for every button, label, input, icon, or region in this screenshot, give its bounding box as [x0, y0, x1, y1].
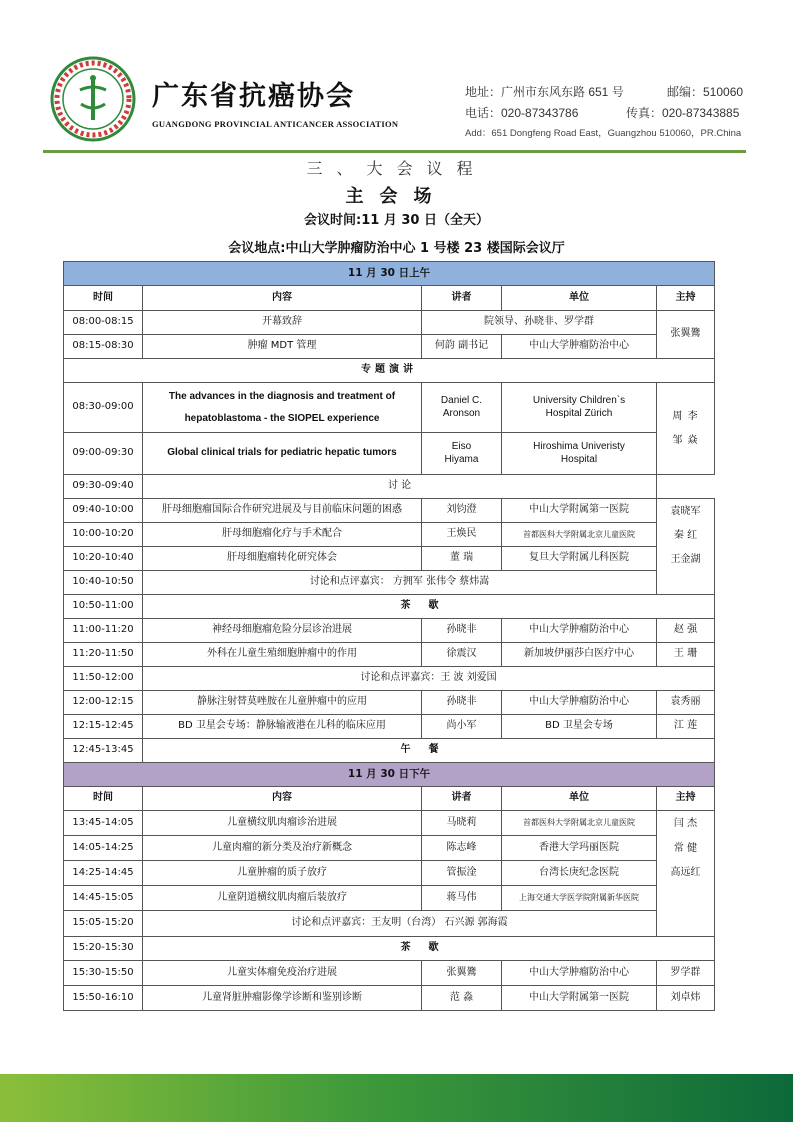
unit-cell: 香港大学玛丽医院 — [502, 836, 657, 861]
content-cell: 儿童肿瘤的质子放疗 — [143, 861, 422, 886]
time-cell: 13:45-14:05 — [64, 811, 143, 836]
col-time: 时间 — [64, 286, 143, 311]
time-cell: 10:20-10:40 — [64, 547, 143, 571]
host-cell: 刘卓炜 — [657, 986, 715, 1011]
unit-line: University Children`s — [532, 395, 626, 406]
content-cell — [143, 383, 422, 433]
special-label: 专题演讲 — [64, 359, 715, 383]
unit-cell: 中山大学肿瘤防治中心 — [502, 619, 657, 643]
unit-cell: 首都医科大学附属北京儿童医院 — [502, 523, 657, 547]
content-cell: Global clinical trials for pediatric hepatic tumors — [143, 433, 422, 475]
table-row — [64, 986, 715, 1011]
comment-cell: 讨论和点评嘉宾：王 波 刘爱国 — [143, 667, 715, 691]
comment-cell: 讨论和点评嘉宾：王友明（台湾） 石兴源 郭海霞 — [143, 911, 657, 937]
org-name-en: GUANGDONG PROVINCIAL ANTICANCER ASSOCIATION — [152, 119, 399, 129]
speaker-cell: 董 瑞 — [422, 547, 502, 571]
content-cell: 神经母细胞瘤危险分层诊治进展 — [143, 619, 422, 643]
time-cell: 08:00-08:15 — [64, 311, 143, 335]
lunch-cell: 午餐 — [143, 739, 715, 763]
time-cell: 14:05-14:25 — [64, 836, 143, 861]
content-line: hepatoblastoma - the SIOPEL experience — [184, 412, 380, 424]
footer-band — [0, 1074, 793, 1122]
time-cell: 11:00-11:20 — [64, 619, 143, 643]
host-line: 袁晓军 — [670, 506, 701, 517]
col-speaker: 讲者 — [422, 286, 502, 311]
time-cell: 14:25-14:45 — [64, 861, 143, 886]
meeting-place: 会议地点:中山大学肿瘤防治中心 1 号楼 23 楼国际会议厅 — [228, 241, 565, 256]
time-cell: 11:20-11:50 — [64, 643, 143, 667]
host-cell: 张翼鷟 — [657, 311, 715, 359]
host-line: 常 健 — [673, 842, 698, 854]
content-cell: 肝母细胞瘤转化研究体会 — [143, 547, 422, 571]
address-label: 地址：广州市东风东路 651 号 — [465, 85, 624, 99]
host-cell: 罗学群 — [657, 961, 715, 986]
table-row — [64, 691, 715, 715]
col-unit: 单位 — [502, 787, 657, 811]
time-cell: 10:40-10:50 — [64, 571, 143, 595]
phone-line — [465, 104, 740, 121]
speaker-line: Daniel C. — [440, 395, 483, 406]
speaker-cell: 徐震汉 — [422, 643, 502, 667]
content-cell: 开幕致辞 — [143, 311, 422, 335]
table-row — [64, 667, 715, 691]
special-row — [64, 359, 715, 383]
content-cell: 肝母细胞瘤化疗与手术配合 — [143, 523, 422, 547]
unit-line: Hospital Zürich — [545, 407, 613, 419]
time-cell: 15:05-15:20 — [64, 911, 143, 937]
table-row — [64, 715, 715, 739]
time-cell: 09:40-10:00 — [64, 499, 143, 523]
host-cell: 江 莲 — [657, 715, 715, 739]
table-row — [64, 961, 715, 986]
table-row — [64, 547, 715, 571]
unit-cell: 新加坡伊丽莎白医疗中心 — [502, 643, 657, 667]
host-line: 闫 杰 — [673, 818, 698, 829]
host-cell — [657, 383, 715, 475]
host-cell — [657, 499, 715, 595]
speaker-cell — [422, 383, 502, 433]
time-cell: 08:30-09:00 — [64, 383, 143, 433]
speaker-cell: 何韵 副书记 — [422, 335, 502, 359]
col-host: 主持 — [657, 286, 715, 311]
content-cell: 肿瘤 MDT 管理 — [143, 335, 422, 359]
content-cell: 儿童横纹肌肉瘤诊治进展 — [143, 811, 422, 836]
speaker-cell: 蒋马伟 — [422, 886, 502, 911]
unit-cell — [502, 383, 657, 433]
phone-label: 电话：020-87343786 — [465, 106, 579, 120]
tea-break-cell: 茶歇 — [143, 595, 715, 619]
speaker-cell: 陈志峰 — [422, 836, 502, 861]
table-row — [64, 643, 715, 667]
table-row — [64, 335, 715, 359]
content-cell: BD 卫星会专场：静脉输液港在儿科的临床应用 — [143, 715, 422, 739]
postcode-label: 邮编：510060 — [667, 85, 744, 99]
unit-cell: BD 卫星会专场 — [502, 715, 657, 739]
time-cell: 12:15-12:45 — [64, 715, 143, 739]
am-band-row — [64, 262, 715, 286]
table-row — [64, 571, 715, 595]
unit-cell: 中山大学附属第一医院 — [502, 986, 657, 1011]
table-row — [64, 523, 715, 547]
speaker-cell: 马晓莉 — [422, 811, 502, 836]
schedule-table — [63, 261, 715, 1011]
am-band: 11 月 30 日上午 — [64, 262, 715, 286]
tea-break-cell: 茶歇 — [143, 937, 715, 961]
table-row — [64, 861, 715, 886]
host-cell: 袁秀丽 — [657, 691, 715, 715]
speaker-line: Aronson — [442, 407, 481, 419]
table-row — [64, 595, 715, 619]
unit-line: Hospital — [560, 453, 598, 465]
speaker-unit-cell: 院领导、孙晓非、罗学群 — [422, 311, 657, 335]
content-cell: 外科在儿童生殖细胞肿瘤中的作用 — [143, 643, 422, 667]
time-cell: 09:30-09:40 — [64, 475, 143, 499]
speaker-cell — [422, 433, 502, 475]
table-row — [64, 739, 715, 763]
content-line: The advances in the diagnosis and treatment of — [168, 390, 396, 402]
address-en: Add：651 Dongfeng Road East，Guangzhou 510060，PR.China — [465, 128, 742, 139]
table-row — [64, 311, 715, 335]
unit-cell: 中山大学肿瘤防治中心 — [502, 961, 657, 986]
host-line: 秦 红 — [673, 530, 698, 541]
content-cell: 静脉注射替莫唑胺在儿童肿瘤中的应用 — [143, 691, 422, 715]
table-row — [64, 619, 715, 643]
header-row — [64, 787, 715, 811]
col-speaker: 讲者 — [422, 787, 502, 811]
unit-cell: 首都医科大学附属北京儿童医院 — [502, 811, 657, 836]
header-divider — [43, 150, 746, 153]
unit-cell: 中山大学肿瘤防治中心 — [502, 335, 657, 359]
time-cell: 08:15-08:30 — [64, 335, 143, 359]
table-row — [64, 433, 715, 475]
host-cell: 赵 强 — [657, 619, 715, 643]
time-cell: 12:00-12:15 — [64, 691, 143, 715]
time-cell: 15:30-15:50 — [64, 961, 143, 986]
content-cell: 儿童肾脏肿瘤影像学诊断和鉴别诊断 — [143, 986, 422, 1011]
col-content: 内容 — [143, 787, 422, 811]
table-row — [64, 811, 715, 836]
col-content: 内容 — [143, 286, 422, 311]
time-cell: 14:45-15:05 — [64, 886, 143, 911]
time-cell: 11:50-12:00 — [64, 667, 143, 691]
unit-cell: 台湾长庚纪念医院 — [502, 861, 657, 886]
speaker-cell: 范 淼 — [422, 986, 502, 1011]
header-row — [64, 286, 715, 311]
speaker-line: Hiyama — [444, 453, 479, 465]
table-row — [64, 886, 715, 911]
unit-cell — [502, 433, 657, 475]
speaker-line: Eiso — [451, 441, 472, 452]
speaker-cell: 管振淦 — [422, 861, 502, 886]
content-cell: 肝母细胞瘤国际合作研究进展及与目前临床问题的困惑 — [143, 499, 422, 523]
unit-cell: 中山大学附属第一医院 — [502, 499, 657, 523]
content-cell: 儿童肉瘤的新分类及治疗新概念 — [143, 836, 422, 861]
table-row — [64, 475, 715, 499]
host-line: 邹 焱 — [672, 434, 699, 446]
host-line: 王金湖 — [670, 554, 701, 565]
speaker-cell: 孙晓非 — [422, 619, 502, 643]
table-row — [64, 499, 715, 523]
speaker-cell: 刘钧澄 — [422, 499, 502, 523]
time-cell: 10:00-10:20 — [64, 523, 143, 547]
host-cell — [657, 811, 715, 937]
col-unit: 单位 — [502, 286, 657, 311]
time-cell: 12:45-13:45 — [64, 739, 143, 763]
time-cell: 10:50-11:00 — [64, 595, 143, 619]
pm-band: 11 月 30 日下午 — [64, 763, 715, 787]
fax-label: 传真：020-87343885 — [626, 106, 740, 120]
org-name-cn: 广东省抗癌协会 — [152, 81, 355, 112]
section-title: 三、大会议程 — [306, 159, 487, 178]
unit-line: Hiroshima Univeristy — [533, 441, 625, 452]
table-row — [64, 937, 715, 961]
table-row — [64, 911, 715, 937]
address-line — [465, 83, 744, 100]
table-row — [64, 836, 715, 861]
col-host: 主持 — [657, 787, 715, 811]
host-cell: 王 珊 — [657, 643, 715, 667]
content-cell: 儿童实体瘤免疫治疗进展 — [143, 961, 422, 986]
host-line: 高远红 — [670, 867, 701, 878]
meeting-time: 会议时间:11 月 30 日（全天） — [304, 213, 489, 228]
association-logo — [50, 56, 136, 142]
speaker-cell: 王焕民 — [422, 523, 502, 547]
col-time: 时间 — [64, 787, 143, 811]
unit-cell: 复旦大学附属儿科医院 — [502, 547, 657, 571]
content-cell: 儿童阴道横纹肌肉瘤后装放疗 — [143, 886, 422, 911]
time-cell: 15:20-15:30 — [64, 937, 143, 961]
comment-cell: 讨论和点评嘉宾： 方拥军 张伟令 蔡炜嵩 — [143, 571, 657, 595]
unit-cell: 中山大学肿瘤防治中心 — [502, 691, 657, 715]
speaker-cell: 尚小军 — [422, 715, 502, 739]
unit-cell: 上海交通大学医学院附属新华医院 — [502, 886, 657, 911]
speaker-cell: 张翼鷟 — [422, 961, 502, 986]
time-cell: 15:50-16:10 — [64, 986, 143, 1011]
pm-band-row — [64, 763, 715, 787]
host-line: 周 李 — [672, 410, 699, 422]
table-row — [64, 383, 715, 433]
speaker-cell: 孙晓非 — [422, 691, 502, 715]
venue-title: 主会场 — [345, 186, 448, 207]
time-cell: 09:00-09:30 — [64, 433, 143, 475]
discussion-cell: 讨 论 — [143, 475, 657, 499]
